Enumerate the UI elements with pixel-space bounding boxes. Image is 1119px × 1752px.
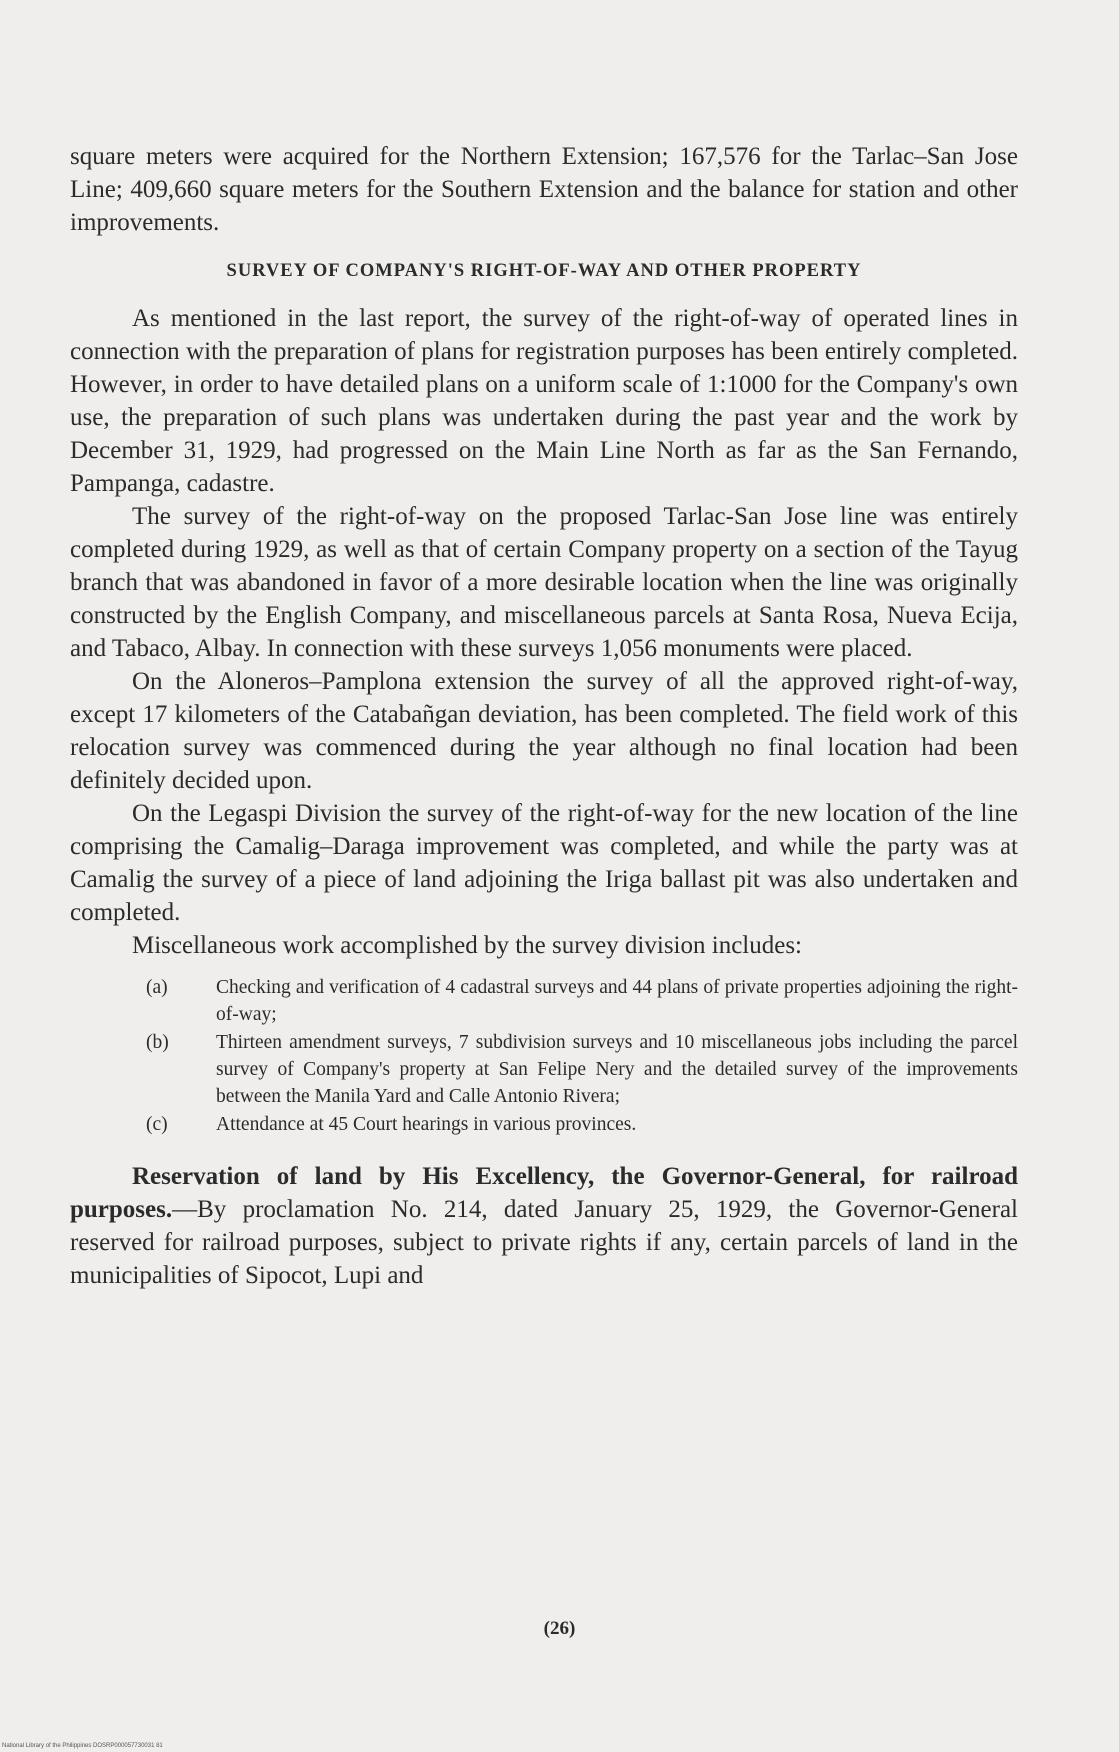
- miscellaneous-work-list: [70, 974, 1018, 1138]
- paragraph-aloneros-extension: On the Aloneros–Pamplona extension the survey of all the approved right-of-way, except 17 kilometers of the Catabañgan deviation, has been completed. The field work of this relocation survey was commenced during the year although no final location had been definitely decided upon.: [70, 668, 1018, 794]
- list-marker: (a): [146, 977, 168, 998]
- list-item: [70, 1029, 1018, 1110]
- paragraph-survey-report: As mentioned in the last report, the survey of the right-of-way of operated lines in connection with the preparation of plans for registration purposes has been entirely completed. However, in order to have detailed plans on a uniform scale of 1:1000 for the Company's own use, the preparation of such plans was undertaken during the past year and the work by December 31, 1929, had progressed on the Main Line North as far as the San Fernando, Pampanga, cadastre.: [70, 305, 1018, 497]
- reservation-text: —By proclamation No. 214, dated January 25, 1929, the Governor-General reserved for railroad purposes, subject to private rights if any, certain parcels of land in the municipalities of Sipocot, Lupi and: [70, 1196, 1018, 1289]
- list-item: [70, 1111, 1018, 1138]
- page-body: [70, 140, 1018, 1292]
- footer-note: National Library of the Philippines DOSRP000057730031 81: [2, 1743, 163, 1749]
- list-item-text: Thirteen amendment surveys, 7 subdivision surveys and 10 miscellaneous jobs including the parcel survey of Company's property at San Felipe Nery and the detailed survey of the improvements between the Manila Yard and Calle Antonio Rivera;: [216, 1032, 1018, 1107]
- paragraph-legaspi-division: On the Legaspi Division the survey of the right-of-way for the new location of the line comprising the Camalig–Daraga improvement was completed, and while the party was at Camalig the survey of a piece of land adjoining the Iriga ballast pit was also undertaken and completed.: [70, 800, 1018, 926]
- reservation-paragraph: [70, 1160, 1018, 1292]
- list-item-text: Checking and verification of 4 cadastral surveys and 44 plans of private properties adjoining the right-of-way;: [216, 977, 1018, 1025]
- intro-paragraph: square meters were acquired for the Northern Extension; 167,576 for the Tarlac–San Jose Line; 409,660 square meters for the Southern Extension and the balance for station and other improvements.: [70, 143, 1018, 236]
- list-item: [70, 974, 1018, 1028]
- page-number: (26): [543, 1618, 576, 1639]
- paragraph-miscellaneous-intro: Miscellaneous work accomplished by the survey division includes:: [132, 932, 803, 959]
- section-heading: SURVEY OF COMPANY'S RIGHT-OF-WAY AND OTHER PROPERTY: [226, 261, 862, 281]
- paragraph-tarlac-survey: The survey of the right-of-way on the proposed Tarlac-San Jose line was entirely completed during 1929, as well as that of certain Company property on a section of the Tayug branch that was abandoned in favor of a more desirable location when the line was originally constructed by the English Company, and miscellaneous parcels at Santa Rosa, Nueva Ecija, and Tabaco, Albay. In connection with these surveys 1,056 monuments were placed.: [70, 503, 1018, 662]
- list-item-text: Attendance at 45 Court hearings in various provinces.: [216, 1114, 637, 1135]
- list-marker: (c): [146, 1114, 168, 1135]
- list-marker: (b): [146, 1032, 169, 1053]
- reservation-heading: Reservation of land by His Excellency, the Governor-General, for railroad purposes.: [70, 1163, 1018, 1223]
